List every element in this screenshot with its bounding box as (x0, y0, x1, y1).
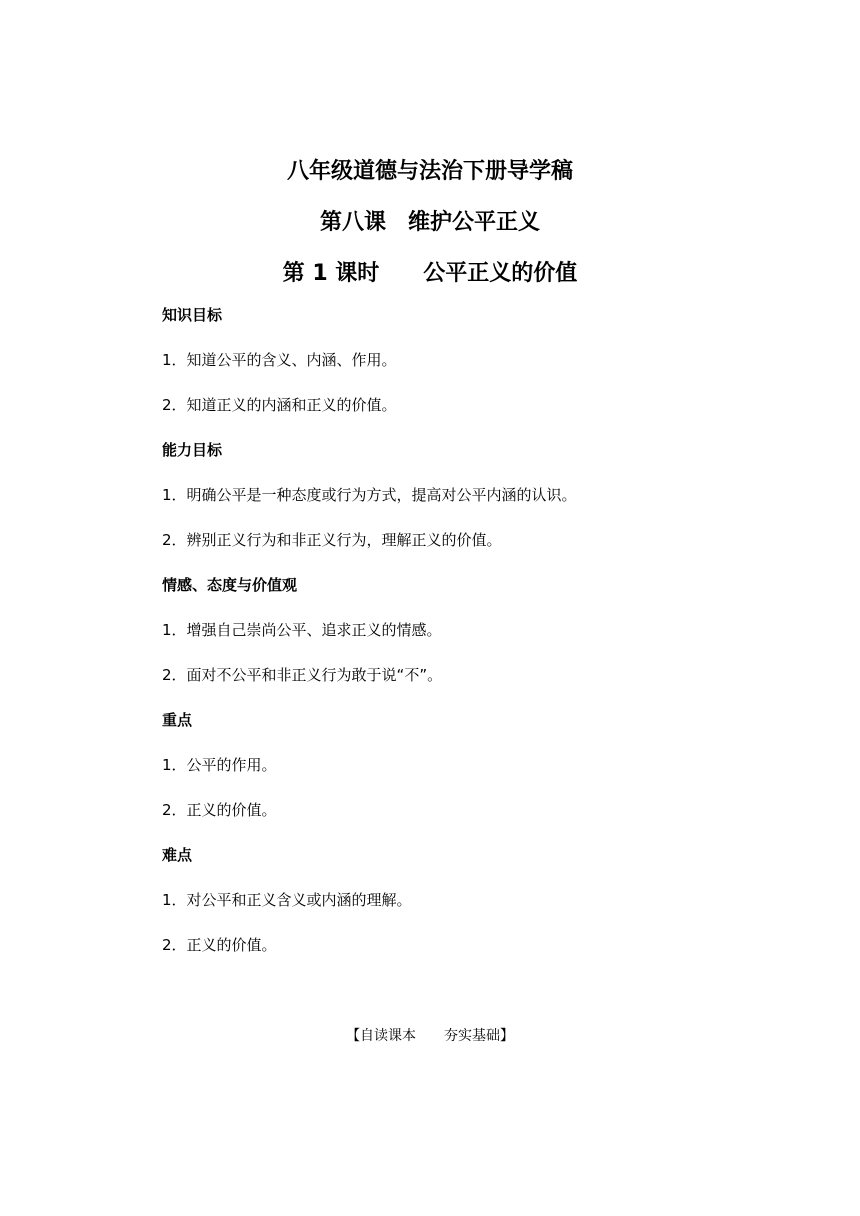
section-heading-ability: 能力目标 (162, 441, 223, 459)
section-heading-key-points: 重点 (162, 711, 193, 729)
key-point-item-1: 1．公平的作用。 (162, 756, 277, 774)
knowledge-item-2: 2．知道正义的内涵和正义的价值。 (162, 396, 397, 414)
lesson-title: 第八课 维护公平正义 (319, 210, 540, 235)
section-footer-banner: 【自读课本 夯实基础】 (346, 1028, 514, 1044)
attitude-item-1: 1．增强自己崇尚公平、追求正义的情感。 (162, 621, 442, 639)
document-title: 八年级道德与法治下册导学稿 (286, 159, 573, 184)
section-heading-difficulties: 难点 (162, 846, 193, 864)
period-title: 第 1 课时 公平正义的价值 (282, 261, 578, 286)
section-heading-knowledge: 知识目标 (162, 306, 223, 324)
ability-item-1: 1．明确公平是一种态度或行为方式，提高对公平内涵的认识。 (162, 486, 577, 504)
difficulty-item-2: 2．正义的价值。 (162, 936, 277, 954)
ability-item-2: 2．辨别正义行为和非正义行为，理解正义的价值。 (162, 531, 502, 549)
section-heading-attitude: 情感、态度与价值观 (162, 576, 298, 594)
key-point-item-2: 2．正义的价值。 (162, 801, 277, 819)
difficulty-item-1: 1．对公平和正义含义或内涵的理解。 (162, 891, 412, 909)
attitude-item-2: 2．面对不公平和非正义行为敢于说“不”。 (162, 666, 443, 684)
knowledge-item-1: 1．知道公平的含义、内涵、作用。 (162, 351, 397, 369)
